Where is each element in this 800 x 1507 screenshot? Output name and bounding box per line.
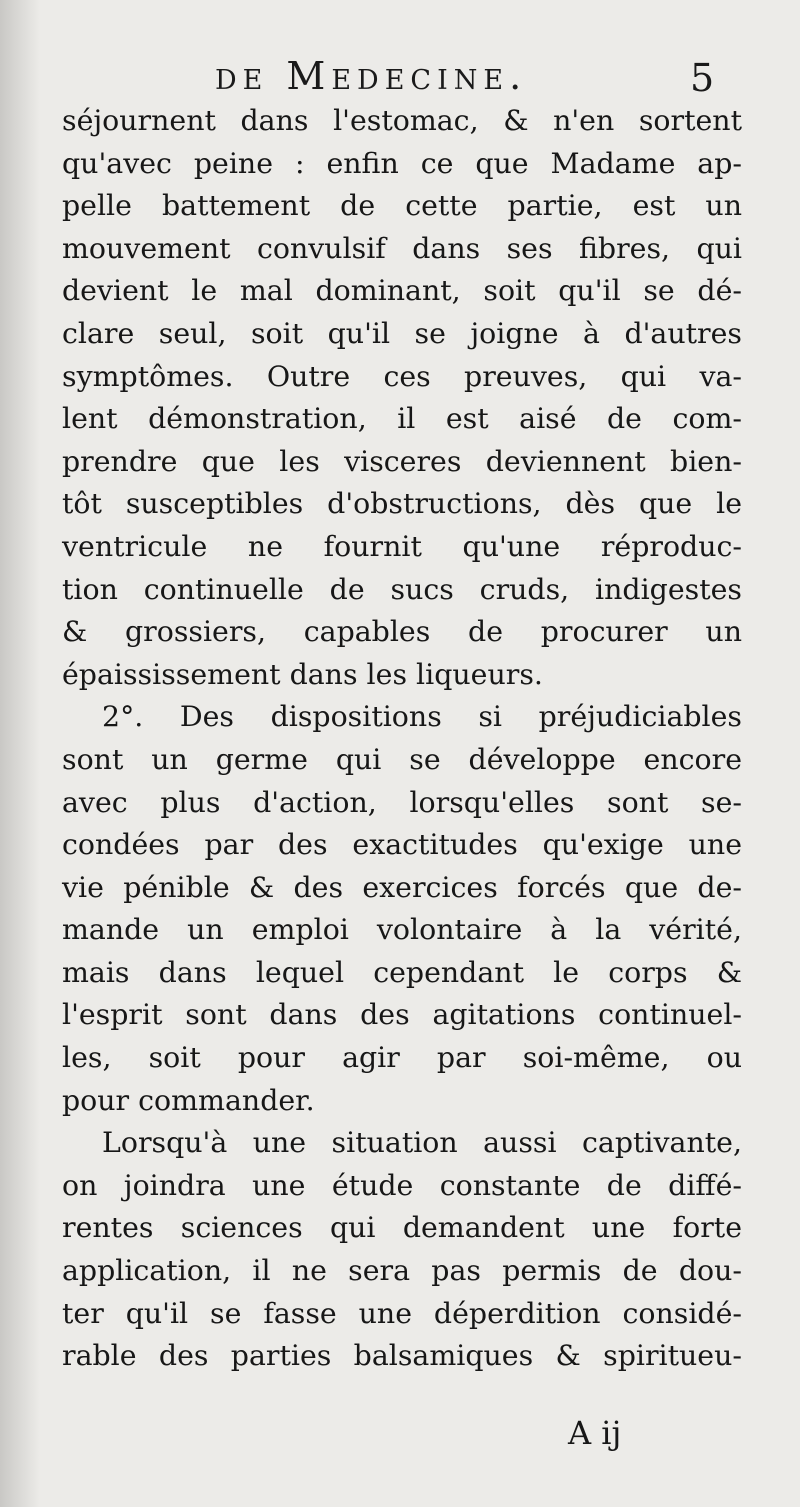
text-line: les, soit pour agir par soi-même, ou	[62, 1041, 742, 1075]
text-line: mouvement convulsif dans ses fibres, qui	[62, 231, 742, 265]
text-line: ventricule ne fournit qu'une réproduc-	[62, 529, 742, 563]
text-line: symptômes. Outre ces preuves, qui va-	[62, 359, 742, 393]
text-line: condées par des exactitudes qu'exige une	[62, 828, 742, 862]
page-gutter-shadow	[0, 0, 40, 1507]
text-line: rentes sciences qui demandent une forte	[62, 1211, 742, 1245]
text-line: & grossiers, capables de procurer un	[62, 615, 742, 649]
text-line: épaississement dans les liqueurs.	[62, 657, 543, 691]
text-line: mande un emploi volontaire à la vérité,	[62, 913, 742, 947]
text-line: l'esprit sont dans des agitations continuel-	[62, 998, 742, 1032]
text-line: avec plus d'action, lorsqu'elles sont se-	[62, 785, 742, 819]
text-line: application, il ne sera pas permis de dou-	[62, 1254, 742, 1288]
text-line: pelle battement de cette partie, est un	[62, 189, 742, 223]
text-line: rable des parties balsamiques & spiritueu-	[62, 1339, 742, 1373]
text-line: sont un germe qui se développe encore	[62, 742, 742, 776]
paragraph-start-line: Lorsqu'à une situation aussi captivante,	[102, 1126, 742, 1160]
text-line: lent démonstration, il est aisé de com-	[62, 402, 742, 436]
running-title: de Medecine.	[215, 54, 528, 98]
text-line: pour commander.	[62, 1083, 315, 1117]
text-line: qu'avec peine : enfin ce que Madame ap-	[62, 146, 742, 180]
text-line: vie pénible & des exercices forcés que de-	[62, 870, 742, 904]
page-header	[0, 52, 800, 102]
text-line: tôt susceptibles d'obstructions, dès que le	[62, 487, 742, 521]
page-number: 5	[690, 56, 715, 100]
text-line: clare seul, soit qu'il se joigne à d'autres	[62, 316, 742, 350]
text-line: on joindra une étude constante de diffé-	[62, 1168, 742, 1202]
text-line: devient le mal dominant, soit qu'il se dé-	[62, 274, 742, 308]
text-line: ter qu'il se fasse une déperdition considé-	[62, 1296, 742, 1330]
text-line: séjournent dans l'estomac, & n'en sortent	[62, 104, 742, 137]
paragraph-start-line: 2°. Des dispositions si préjudiciables	[102, 700, 742, 734]
signature-mark: A ij	[568, 1414, 622, 1452]
text-line: tion continuelle de sucs cruds, indigestes	[62, 572, 742, 606]
text-line: prendre que les visceres deviennent bien-	[62, 444, 742, 478]
body-text	[62, 100, 742, 1378]
text-line: mais dans lequel cependant le corps &	[62, 955, 742, 989]
